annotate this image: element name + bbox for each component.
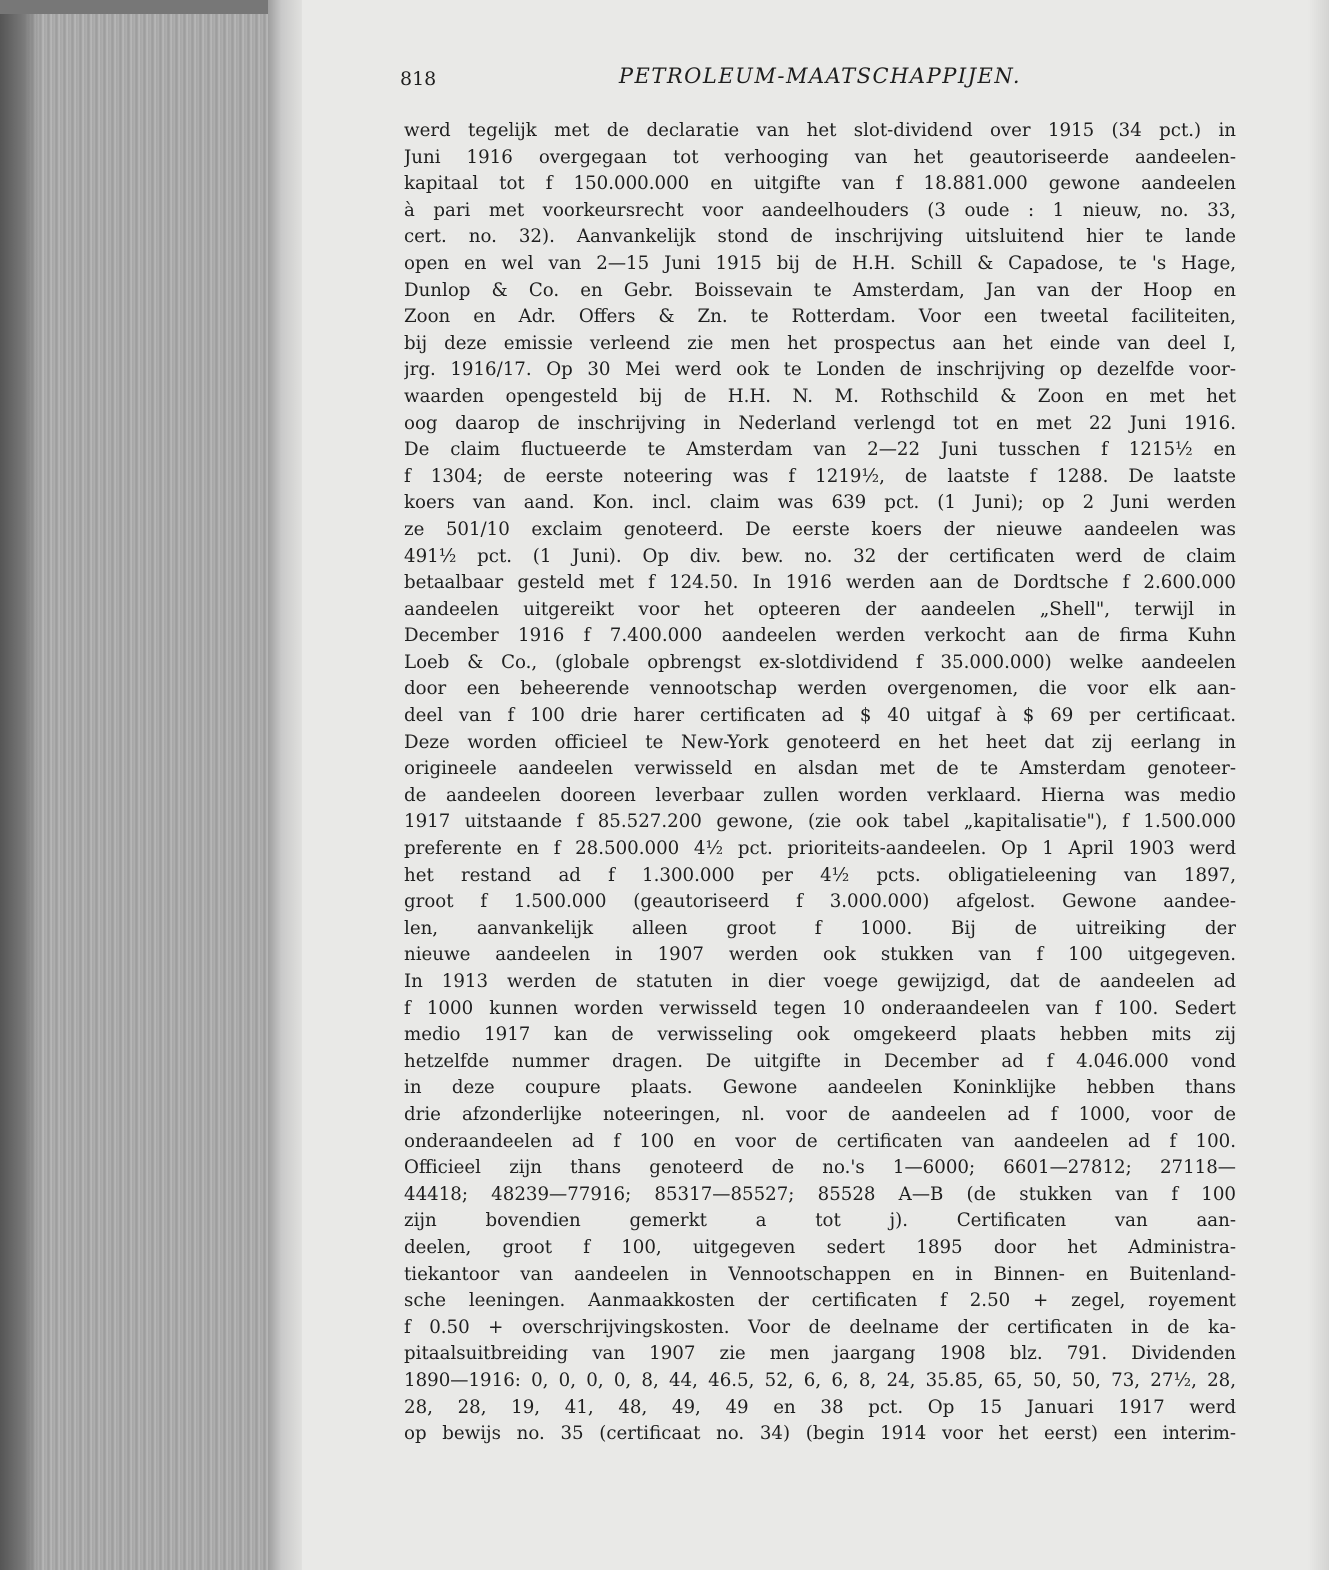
text-line: 1917 uitstaande f 85.527.200 gewone, (zie ook tabel „kapitalisatie"), f 1.500.000: [404, 811, 1236, 833]
text-line: Loeb & Co., (globale opbrengst ex-slotdividend f 35.000.000) welke aandeelen: [404, 651, 1236, 673]
text-line: zijn bovendien gemerkt a tot j). Certificaten van aan-: [404, 1210, 1236, 1232]
text-line: door een beheerende vennootschap werden overgenomen, die voor elk aan-: [404, 678, 1236, 700]
text-line: aandeelen uitgereikt voor het opteeren der aandeelen „Shell", terwijl in: [404, 598, 1236, 620]
text-line: origineele aandeelen verwisseld en alsdan met de te Amsterdam genoteer-: [404, 758, 1236, 780]
text-line: waarden opengesteld bij de H.H. N. M. Rothschild & Zoon en met het: [404, 385, 1236, 407]
text-line: 1890—1916: 0, 0, 0, 0, 8, 44, 46.5, 52, 6, 6, 8, 24, 35.85, 65, 50, 50, 73, 27½, 28,: [404, 1369, 1236, 1391]
text-line: tiekantoor van aandeelen in Vennootschappen en in Binnen- en Buitenland-: [404, 1263, 1236, 1285]
text-line: pitaalsuitbreiding van 1907 zie men jaargang 1908 blz. 791. Dividenden: [404, 1343, 1236, 1365]
text-line: nieuwe aandeelen in 1907 werden ook stukken van f 100 uitgegeven.: [404, 944, 1236, 966]
page-right-edge: [1308, 0, 1329, 1570]
text-line: onderaandeelen ad f 100 en voor de certificaten van aandeelen ad f 100.: [404, 1130, 1236, 1152]
text-line: sche leeningen. Aanmaakkosten der certificaten f 2.50 + zegel, royement: [404, 1290, 1236, 1312]
text-line: Officieel zijn thans genoteerd de no.'s 1—6000; 6601—27812; 27118—: [404, 1157, 1236, 1179]
text-line: Deze worden officieel te New-York genoteerd en het heet dat zij eerlang in: [404, 731, 1236, 753]
text-line: bij deze emissie verleend zie men het prospectus aan het einde van deel I,: [404, 332, 1236, 354]
text-line: 491½ pct. (1 Juni). Op div. bew. no. 32 der certificaten werd de claim: [404, 545, 1236, 567]
text-line: cert. no. 32). Aanvankelijk stond de inschrijving uitsluitend hier te lande: [404, 226, 1236, 248]
text-line: deelen, groot f 100, uitgegeven sedert 1895 door het Administra-: [404, 1236, 1236, 1258]
text-line: Dunlop & Co. en Gebr. Boissevain te Amsterdam, Jan van der Hoop en: [404, 279, 1236, 301]
text-line: hetzelfde nummer dragen. De uitgifte in December ad f 4.046.000 vond: [404, 1050, 1236, 1072]
text-line: 28, 28, 19, 41, 48, 49, 49 en 38 pct. Op 15 Januari 1917 werd: [404, 1396, 1236, 1418]
text-line: deel van f 100 drie harer certificaten ad $ 40 uitgaf à $ 69 per certificaat.: [404, 705, 1236, 727]
text-line: oog daarop de inschrijving in Nederland verlengd tot en met 22 Juni 1916.: [404, 412, 1236, 434]
page-number: 818: [400, 68, 437, 90]
text-line: koers van aand. Kon. incl. claim was 639 pct. (1 Juni); op 2 Juni werden: [404, 492, 1236, 514]
text-line: 44418; 48239—77916; 85317—85527; 85528 A—B (de stukken van f 100: [404, 1183, 1236, 1205]
page-fold: [268, 0, 302, 1570]
text-line: De claim fluctueerde te Amsterdam van 2—22 Juni tusschen f 1215½ en: [404, 439, 1236, 461]
text-line: kapitaal tot f 150.000.000 en uitgifte van f 18.881.000 gewone aandeelen: [404, 173, 1236, 195]
text-line: December 1916 f 7.400.000 aandeelen werden verkocht aan de firma Kuhn: [404, 625, 1236, 647]
text-line: op bewijs no. 35 (certificaat no. 34) (begin 1914 voor het eerst) een interim-: [404, 1423, 1236, 1445]
text-line: f 0.50 + overschrijvingskosten. Voor de deelname der certificaten in de ka-: [404, 1316, 1236, 1338]
text-line: Juni 1916 overgegaan tot verhooging van het geautoriseerde aandeelen-: [404, 146, 1236, 168]
body-text: [404, 118, 1236, 1448]
text-line: f 1304; de eerste noteering was f 1219½, de laatste f 1288. De laatste: [404, 465, 1236, 487]
book-top-edge: [0, 0, 300, 14]
text-line: open en wel van 2—15 Juni 1915 bij de H.H. Schill & Capadose, te 's Hage,: [404, 252, 1236, 274]
text-line: betaalbaar gesteld met f 124.50. In 1916 werden aan de Dordtsche f 2.600.000: [404, 572, 1236, 594]
text-line: groot f 1.500.000 (geautoriseerd f 3.000.000) afgelost. Gewone aandee-: [404, 891, 1236, 913]
text-line: preferente en f 28.500.000 4½ pct. prioriteits-aandeelen. Op 1 April 1903 werd: [404, 838, 1236, 860]
text-line: Zoon en Adr. Offers & Zn. te Rotterdam. Voor een tweetal faciliteiten,: [404, 306, 1236, 328]
text-line: f 1000 kunnen worden verwisseld tegen 10 onderaandeelen van f 100. Sedert: [404, 997, 1236, 1019]
text-line: len, aanvankelijk alleen groot f 1000. Bij de uitreiking der: [404, 917, 1236, 939]
text-line: in deze coupure plaats. Gewone aandeelen Koninklijke hebben thans: [404, 1077, 1236, 1099]
text-line: het restand ad f 1.300.000 per 4½ pcts. obligatieleening van 1897,: [404, 864, 1236, 886]
binding-shadow: [0, 0, 40, 1570]
page-header: [400, 64, 1240, 100]
text-line: werd tegelijk met de declaratie van het slot-dividend over 1915 (34 pct.) in: [404, 120, 1236, 141]
text-line: à pari met voorkeursrecht voor aandeelhouders (3 oude : 1 nieuw, no. 33,: [404, 199, 1236, 221]
book-page-edges: [0, 0, 300, 1570]
text-line: de aandeelen dooreen leverbaar zullen worden verklaard. Hierna was medio: [404, 784, 1236, 806]
text-line: medio 1917 kan de verwisseling ook omgekeerd plaats hebben mits zij: [404, 1024, 1236, 1046]
text-line: drie afzonderlijke noteeringen, nl. voor de aandeelen ad f 1000, voor de: [404, 1103, 1236, 1125]
text-line: ze 501/10 exclaim genoteerd. De eerste koers der nieuwe aandeelen was: [404, 518, 1236, 540]
text-line: jrg. 1916/17. Op 30 Mei werd ook te Londen de inschrijving op dezelfde voor-: [404, 359, 1236, 381]
running-title: PETROLEUM-MAATSCHAPPIJEN.: [618, 64, 1022, 88]
text-line: In 1913 werden de statuten in dier voege gewijzigd, dat de aandeelen ad: [404, 971, 1236, 992]
